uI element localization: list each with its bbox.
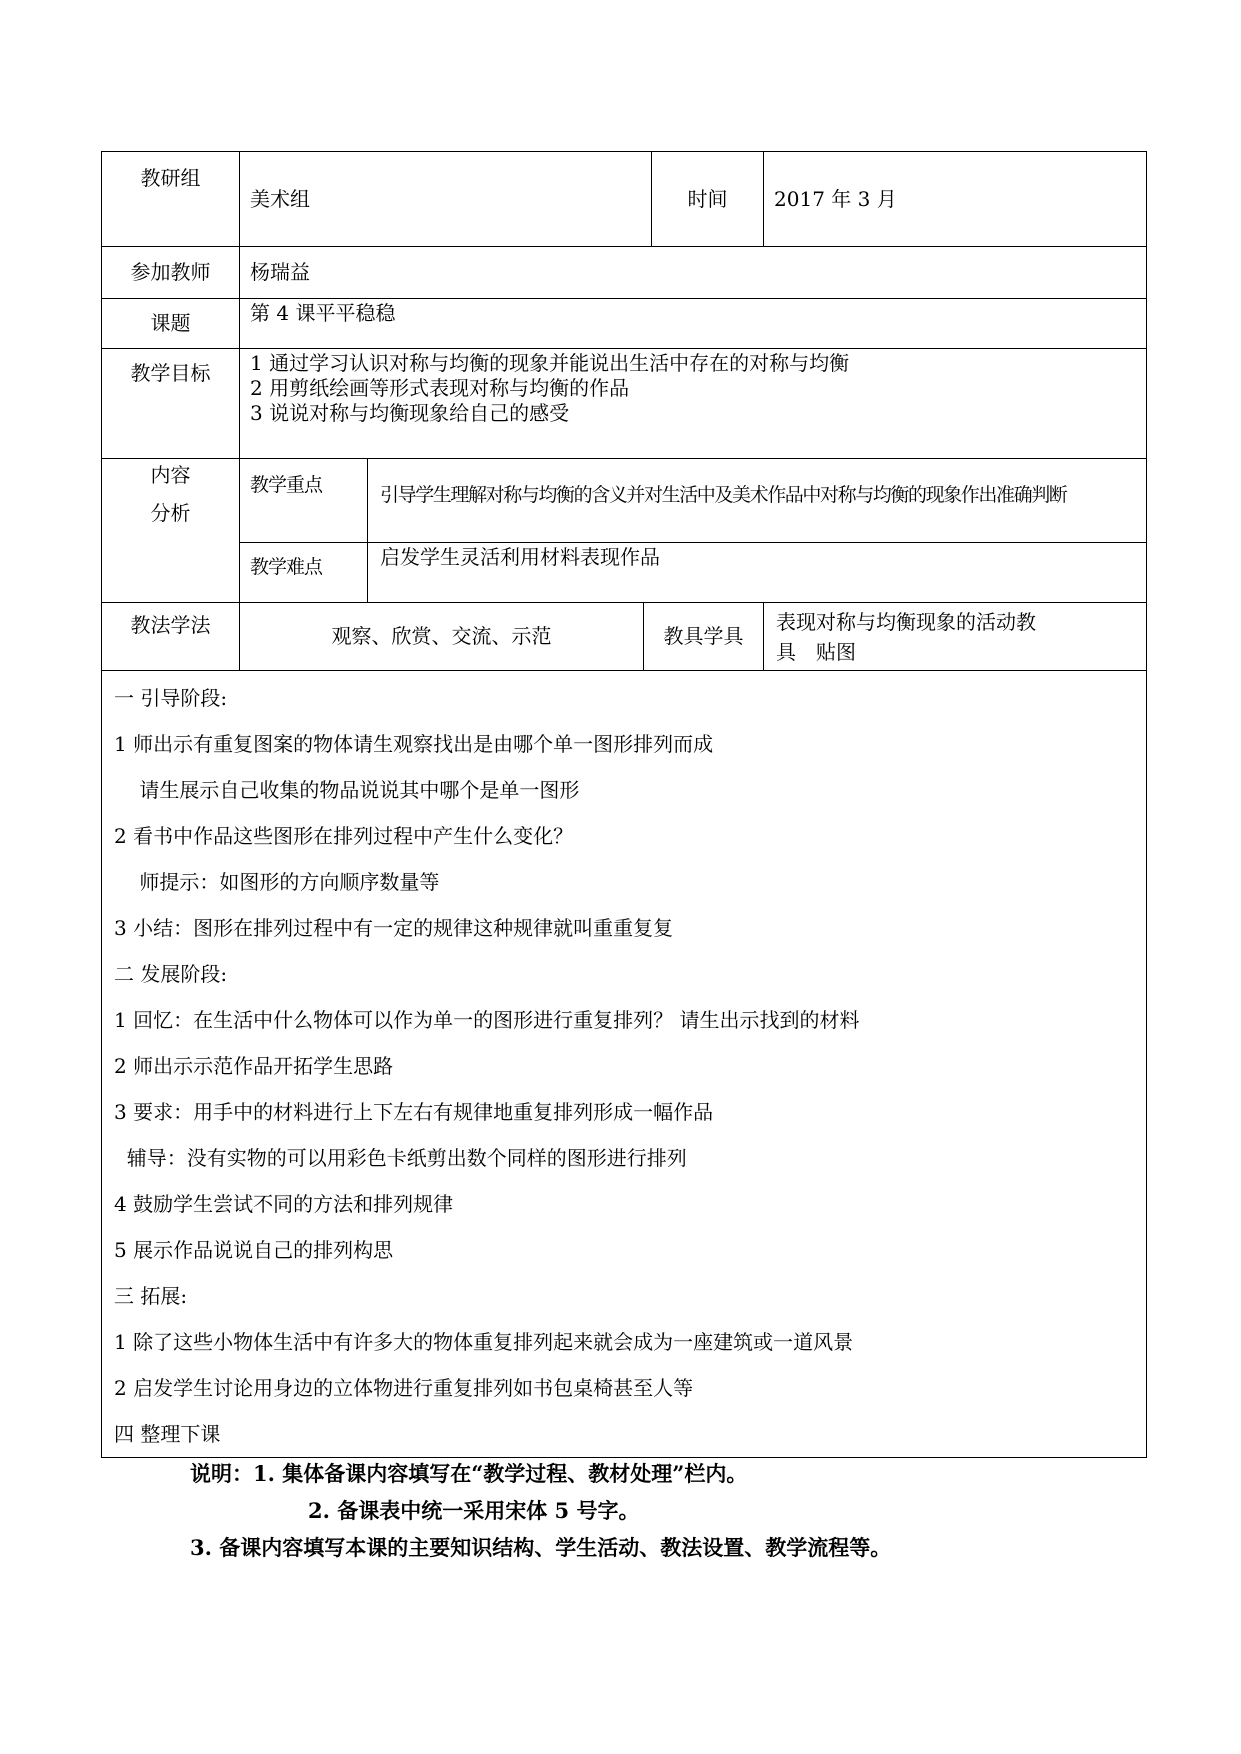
methods-value: 观察、欣赏、交流、示范 [240,603,644,671]
process-line: 辅导：没有实物的可以用彩色卡纸剪出数个同样的图形进行排列 [114,1146,687,1170]
process-line: 3 小结：图形在排列过程中有一定的规律这种规律就叫重重复复 [114,916,674,940]
process-line: 4 鼓励学生尝试不同的方法和排列规律 [114,1192,454,1216]
content-analysis-label-line2: 分析 [150,501,191,525]
row-objectives [102,349,1147,459]
tools-value [764,603,1147,671]
process-line: 2 师出示示范作品开拓学生思路 [114,1054,394,1078]
process-line: 一 引导阶段: [114,686,228,710]
group-label: 教研组 [102,152,240,247]
content-analysis-label-line1: 内容 [150,463,191,487]
process-line: 2 看书中作品这些图形在排列过程中产生什么变化？ [114,824,574,848]
time-label: 时间 [652,152,764,247]
time-value: 2017 年 3 月 [764,152,1147,247]
process-line: 请生展示自己收集的物品说说其中哪个是单一图形 [114,778,580,802]
topic-label: 课题 [102,299,240,349]
objective-item: 1 通过学习认识对称与均衡的现象并能说出生活中存在的对称与均衡 [250,351,850,375]
methods-label: 教法学法 [102,603,240,671]
process-line: 三 拓展: [114,1284,188,1308]
note-line-1: 说明：1. 集体备课内容填写在“教学过程、教材处理”栏内。 [190,1461,748,1486]
topic-value: 第 4 课平平稳稳 [240,299,1147,349]
process-line: 1 回忆：在生活中什么物体可以作为单一的图形进行重复排列？ 请生出示找到的材料 [114,1008,860,1032]
objective-item: 3 说说对称与均衡现象给自己的感受 [250,401,570,425]
teacher-label: 参加教师 [102,247,240,299]
tools-value-line2: 具 贴图 [776,640,857,664]
teaching-process [102,671,1147,1458]
objectives-list [240,349,1147,459]
note-line-3: 3. 备课内容填写本课的主要知识结构、学生活动、教法设置、教学流程等。 [190,1535,892,1560]
row-difficulty [102,543,1147,603]
process-line: 四 整理下课 [114,1422,221,1446]
process-line: 3 要求：用手中的材料进行上下左右有规律地重复排列形成一幅作品 [114,1100,714,1124]
process-line: 1 师出示有重复图案的物体请生观察找出是由哪个单一图形排列而成 [114,732,714,756]
lesson-plan-table [101,151,1147,1458]
row-topic [102,299,1147,349]
row-group-time [102,152,1147,247]
row-teacher [102,247,1147,299]
content-analysis-label [102,459,240,603]
row-methods [102,603,1147,671]
row-key-point [102,459,1147,543]
difficulty-label: 教学难点 [240,543,368,603]
tools-value-line1: 表现对称与均衡现象的活动教 [776,610,1037,634]
row-process [102,671,1147,1458]
process-line: 1 除了这些小物体生活中有许多大的物体重复排列起来就会成为一座建筑或一道风景 [114,1330,854,1354]
process-line: 2 启发学生讨论用身边的立体物进行重复排列如书包桌椅甚至人等 [114,1376,694,1400]
key-point-label: 教学重点 [240,459,368,543]
tools-label: 教具学具 [644,603,764,671]
key-point-value: 引导学生理解对称与均衡的含义并对生活中及美术作品中对称与均衡的现象作出准确判断 [368,459,1147,543]
process-line: 师提示：如图形的方向顺序数量等 [114,870,440,894]
process-line: 二 发展阶段: [114,962,228,986]
objective-item: 2 用剪纸绘画等形式表现对称与均衡的作品 [250,376,630,400]
group-value: 美术组 [240,152,652,247]
difficulty-value: 启发学生灵活利用材料表现作品 [368,543,1147,603]
note-line-2: 2. 备课表中统一采用宋体 5 号字。 [308,1498,640,1523]
objectives-label: 教学目标 [102,349,240,459]
teacher-value: 杨瑞益 [240,247,1147,299]
process-line: 5 展示作品说说自己的排列构思 [114,1238,394,1262]
